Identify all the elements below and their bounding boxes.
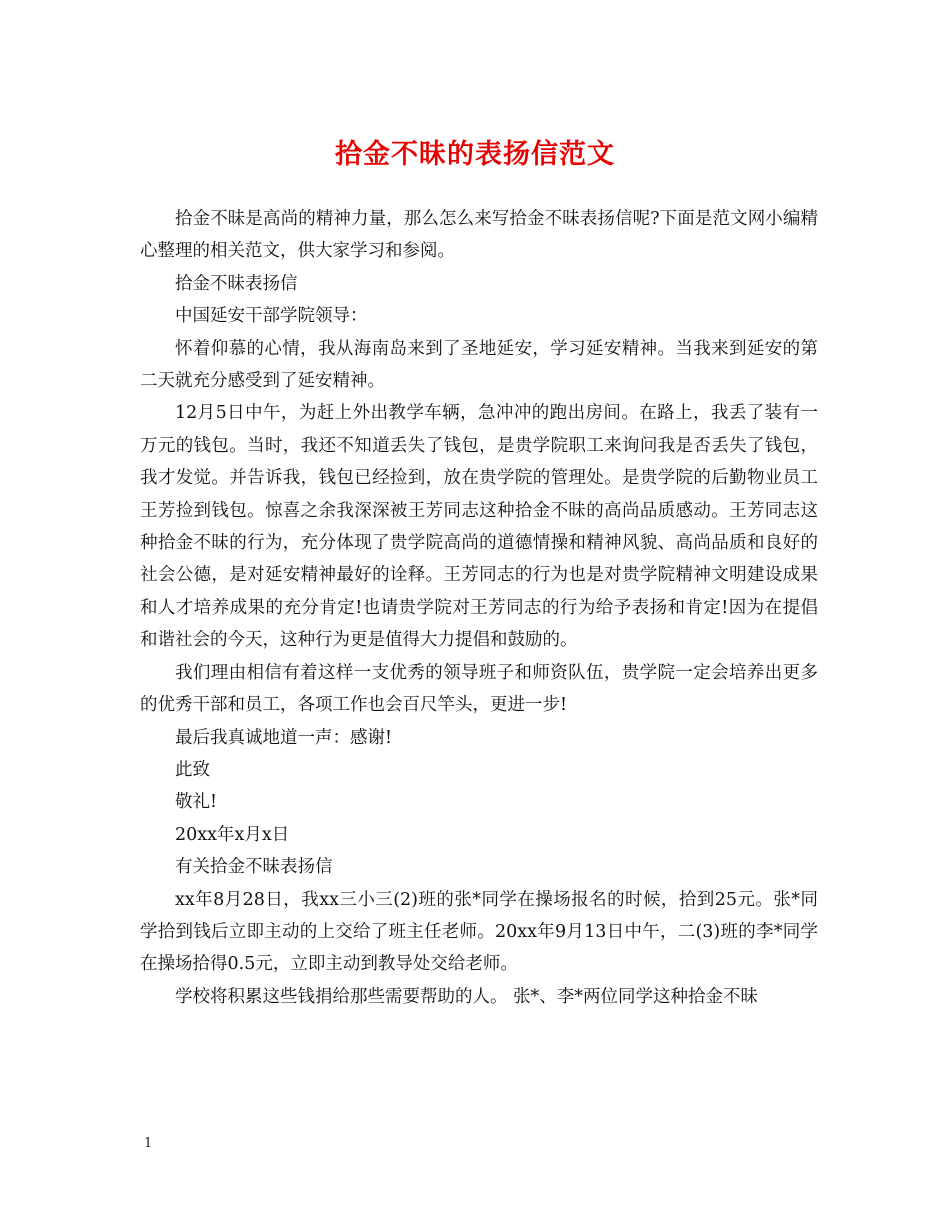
paragraph-date: 20xx年x月x日 xyxy=(175,824,290,845)
paragraph-salutation: 中国延安干部学院领导： xyxy=(175,306,368,327)
paragraph-closing-2: 敬礼! xyxy=(175,792,218,813)
paragraph-thanks: 最后我真诚地道一声：感谢! xyxy=(175,727,393,748)
document-title: 拾金不昧的表扬信范文 xyxy=(335,139,615,170)
paragraph-closing-1: 此致 xyxy=(175,759,210,780)
paragraph-heading-letter-2: 有关拾金不昧表扬信 xyxy=(175,857,333,878)
paragraph-intro: 拾金不昧是高尚的精神力量，那么怎么来写拾金不昧表扬信呢?下面是范文网小编精心整理的相关范文，供大家学习和参阅。 xyxy=(140,209,818,262)
document-body xyxy=(140,203,818,1013)
paragraph-heading-letter-1: 拾金不昧表扬信 xyxy=(175,273,298,294)
paragraph-opening: 怀着仰慕的心情，我从海南岛来到了圣地延安，学习延安精神。当我来到延安的第二天就充分感受到了延安精神。 xyxy=(140,338,818,392)
page-number: 1 xyxy=(144,1136,153,1151)
paragraph-school-donation: 学校将积累这些钱捐给那些需要帮助的人。 张*、李*两位同学这种拾金不昧 xyxy=(175,986,759,1007)
paragraph-confidence: 我们理由相信有着这样一支优秀的领导班子和师资队伍，贵学院一定会培养出更多的优秀干部和员工，各项工作也会百尺竿头，更进一步! xyxy=(140,662,818,716)
paragraph-main-story: 12月5日中午，为赶上外出教学车辆，急冲冲的跑出房间。在路上，我丢了装有一万元的钱包。当时，我还不知道丢失了钱包，是贵学院职工来询问我是否丢失了钱包，我才发觉。并告诉我，钱包已经捡到，放在贵学院的管理处。是贵学院的后勤物业员工王芳捡到钱包。惊喜之余我深深被王芳同志这种拾金不昧的高尚品质感动。王芳同志这种拾金不昧的行为，充分体现了贵学院高尚的道德情操和精神风貌、高尚品质和良好的社会公德，是对延安精神最好的诠释。王芳同志的行为也是对贵学院精神文明建设成果和人才培养成果的充分肯定!也请贵学院对王芳同志的行为给予表扬和肯定!因为在提倡和谐社会的今天，这种行为更是值得大力提倡和鼓励的。 xyxy=(140,403,818,651)
paragraph-school-story: xx年8月28日，我xx三小三(2)班的张*同学在操场报名的时候，拾到25元。张*同学拾到钱后立即主动的上交给了班主任老师。20xx年9月13日中午，二(3)班的李*同学在操场拾得0.5元，立即主动到教导处交给老师。 xyxy=(140,889,818,975)
